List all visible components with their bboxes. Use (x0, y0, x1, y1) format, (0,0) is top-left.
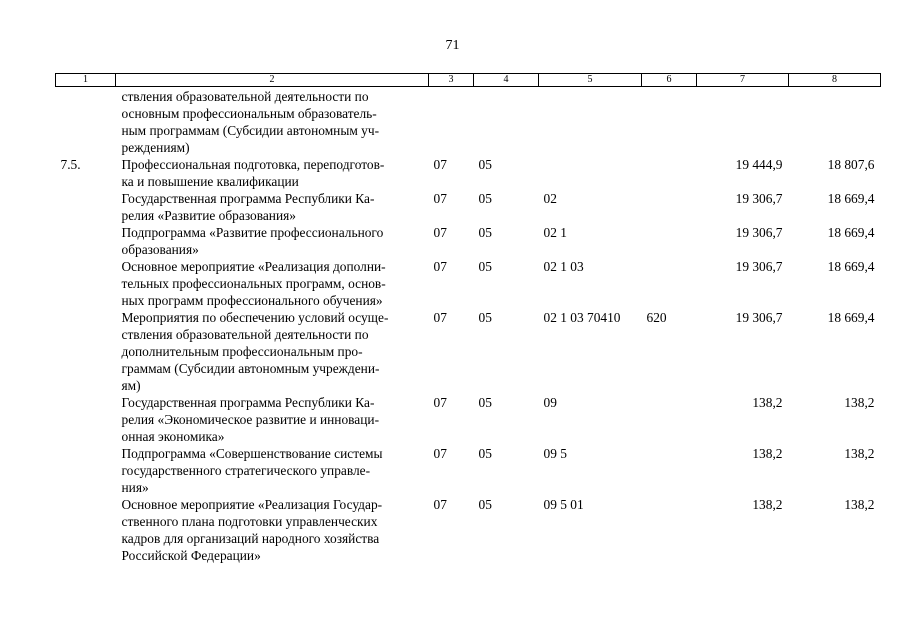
table-body (56, 87, 881, 565)
subsection-code: 05 (478, 310, 492, 325)
row-name-line: ственного плана подготовки управленческих (121, 514, 378, 529)
table-row (56, 190, 881, 224)
row-name-line: Государственная программа Республики Ка- (121, 191, 375, 206)
expense-type-code (642, 224, 697, 258)
row-name-line: тельных профессиональных программ, основ- (121, 276, 386, 291)
budget-table (55, 73, 881, 564)
target-item-code: 02 (543, 191, 557, 206)
row-name-line: основным профессиональным образователь- (121, 106, 377, 121)
row-name-line: Основное мероприятие «Реализация Государ- (121, 497, 383, 512)
section-code (429, 87, 474, 157)
table-row (56, 224, 881, 258)
row-name (116, 309, 429, 394)
row-number (56, 496, 116, 564)
column-header: 7 (697, 74, 789, 87)
amount-year-1: 19 444,9 (735, 157, 783, 172)
row-name-line: ка и повышение квалификации (121, 174, 299, 189)
row-name-line: онная экономика» (121, 429, 225, 444)
section-code: 07 (433, 157, 447, 172)
table-row (56, 309, 881, 394)
row-name (116, 258, 429, 309)
column-header: 2 (116, 74, 429, 87)
amount-year-2: 18 807,6 (827, 157, 875, 172)
table-row (56, 156, 881, 190)
amount-year-1: 138,2 (752, 497, 783, 512)
row-number (56, 190, 116, 224)
row-name-line: Государственная программа Республики Ка- (121, 395, 375, 410)
subsection-code: 05 (478, 446, 492, 461)
amount-year-1: 19 306,7 (735, 259, 783, 274)
target-item-code (539, 156, 642, 190)
row-number: 7.5. (60, 157, 81, 172)
row-name-line: ным программам (Субсидии автономным уч- (121, 123, 380, 138)
row-number (56, 258, 116, 309)
subsection-code (474, 87, 539, 157)
row-name-line: Российской Федерации» (121, 548, 261, 563)
row-name-line: ям) (121, 378, 141, 393)
row-name-line: государственного стратегического управле- (121, 463, 371, 478)
amount-year-1: 19 306,7 (735, 310, 783, 325)
row-name-line: реждениям) (121, 140, 190, 155)
subsection-code: 05 (478, 395, 492, 410)
row-number (56, 445, 116, 496)
row-number (56, 309, 116, 394)
target-item-code: 09 5 01 (543, 497, 584, 512)
section-code: 07 (433, 395, 447, 410)
row-name-line: ствления образовательной деятельности по (121, 327, 369, 342)
expense-type-code (642, 87, 697, 157)
amount-year-1: 19 306,7 (735, 191, 783, 206)
expense-type-code (642, 496, 697, 564)
amount-year-2: 18 669,4 (827, 259, 875, 274)
amount-year-2: 138,2 (844, 395, 875, 410)
row-name-line: кадров для организаций народного хозяйства (121, 531, 380, 546)
section-code: 07 (433, 191, 447, 206)
expense-type-code (642, 190, 697, 224)
section-code: 07 (433, 497, 447, 512)
row-name-line: граммам (Субсидии автономным учреждени- (121, 361, 380, 376)
amount-year-2: 138,2 (844, 497, 875, 512)
amount-year-2: 138,2 (844, 446, 875, 461)
expense-type-code (642, 156, 697, 190)
amount-year-1: 138,2 (752, 395, 783, 410)
column-number-row (56, 74, 881, 87)
section-code: 07 (433, 446, 447, 461)
row-name-line: дополнительным профессиональным про- (121, 344, 363, 359)
column-header: 3 (429, 74, 474, 87)
expense-type-code (642, 258, 697, 309)
amount-year-1: 19 306,7 (735, 225, 783, 240)
column-header: 4 (474, 74, 539, 87)
amount-year-2 (789, 87, 881, 157)
row-name-line: релия «Развитие образования» (121, 208, 296, 223)
target-item-code: 02 1 03 (543, 259, 584, 274)
amount-year-2: 18 669,4 (827, 310, 875, 325)
row-name-line: Подпрограмма «Совершенствование системы (121, 446, 383, 461)
row-name-line: образования» (121, 242, 199, 257)
table-row (56, 394, 881, 445)
table-row (56, 258, 881, 309)
row-number (56, 224, 116, 258)
row-name (116, 87, 429, 157)
subsection-code: 05 (478, 497, 492, 512)
row-name-line: ных программ профессионального обучения» (121, 293, 383, 308)
table-row (56, 87, 881, 157)
row-name-line: Подпрограмма «Развитие профессионального (121, 225, 384, 240)
expense-type-code (642, 394, 697, 445)
amount-year-1: 138,2 (752, 446, 783, 461)
target-item-code: 02 1 (543, 225, 567, 240)
expense-type-code (642, 445, 697, 496)
amount-year-1 (697, 87, 789, 157)
row-name-line: ствления образовательной деятельности по (121, 89, 369, 104)
section-code: 07 (433, 225, 447, 240)
subsection-code: 05 (478, 259, 492, 274)
table-row (56, 496, 881, 564)
section-code: 07 (433, 310, 447, 325)
row-number (56, 87, 116, 157)
row-name (116, 394, 429, 445)
row-name-line: релия «Экономическое развитие и инноваци- (121, 412, 380, 427)
row-name-line: Мероприятия по обеспечению условий осуще- (121, 310, 389, 325)
row-number (56, 394, 116, 445)
table-row (56, 445, 881, 496)
row-name (116, 156, 429, 190)
subsection-code: 05 (478, 191, 492, 206)
column-header: 6 (642, 74, 697, 87)
row-name-line: ния» (121, 480, 149, 495)
target-item-code: 09 5 (543, 446, 567, 461)
amount-year-2: 18 669,4 (827, 191, 875, 206)
target-item-code: 09 (543, 395, 557, 410)
page-number: 71 (445, 38, 460, 53)
expense-type-code: 620 (646, 310, 667, 325)
column-header: 8 (789, 74, 881, 87)
target-item-code (539, 87, 642, 157)
row-name (116, 224, 429, 258)
column-header: 5 (539, 74, 642, 87)
row-name-line: Основное мероприятие «Реализация дополни- (121, 259, 386, 274)
section-code: 07 (433, 259, 447, 274)
amount-year-2: 18 669,4 (827, 225, 875, 240)
row-name-line: Профессиональная подготовка, переподготов- (121, 157, 385, 172)
column-header: 1 (56, 74, 116, 87)
subsection-code: 05 (478, 225, 492, 240)
subsection-code: 05 (478, 157, 492, 172)
row-name (116, 190, 429, 224)
row-name (116, 496, 429, 564)
target-item-code: 02 1 03 70410 (543, 310, 621, 325)
row-name (116, 445, 429, 496)
